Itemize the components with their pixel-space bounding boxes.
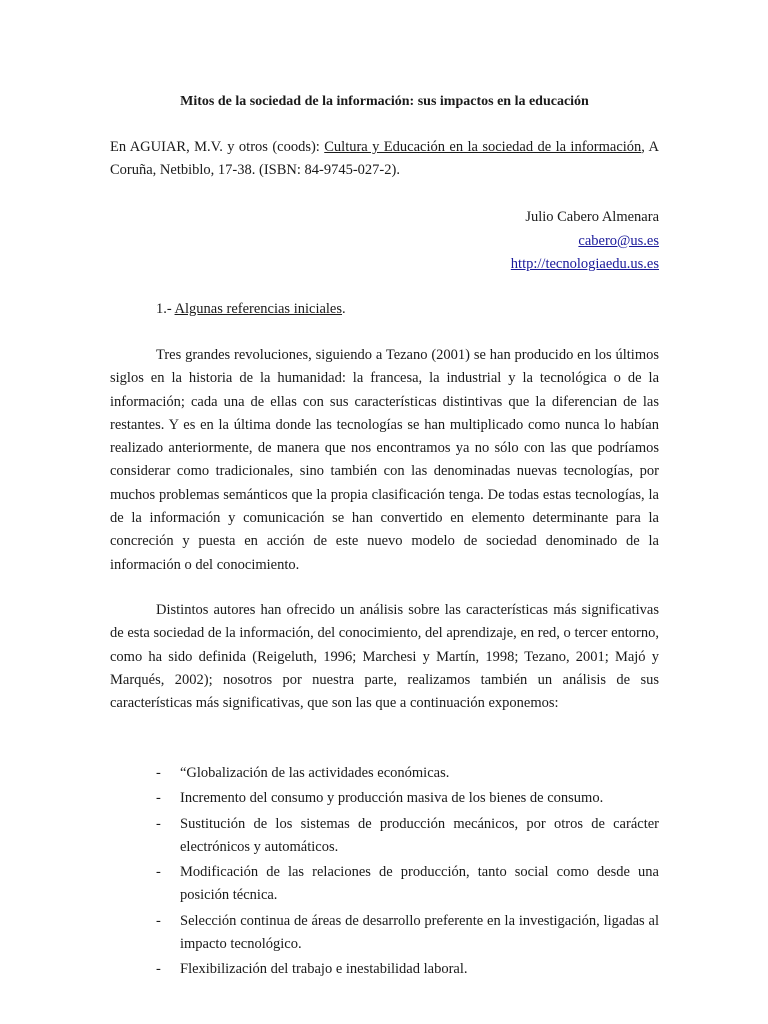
citation (110, 136, 659, 182)
paragraph: Distintos autores han ofrecido un análisis sobre las características más significativas de esta sociedad de la información, del conocimiento, del aprendizaje, en red, o tercer entorno, como ha sido definida (Reigeluth, 1996; Marchesi y Martín, 1998; Tezano, 2001; Majó y Marqués, 2002); nosotros por nuestra parte, realizamos también un análisis de sus características más significativas, que son las que a continuación exponemos: (110, 602, 659, 712)
document-title: Mitos de la sociedad de la información: sus impactos en la educación (180, 94, 589, 109)
list-item (156, 787, 659, 810)
bullet-marker: - (156, 912, 161, 929)
bullet-marker: - (156, 790, 161, 807)
bullet-marker: - (156, 864, 161, 881)
list-item (156, 958, 659, 981)
author-website-link[interactable]: http://tecnologiaedu.us.es (510, 256, 659, 272)
bullet-marker: - (156, 961, 161, 978)
citation-suffix: , A Coruña, Netbiblo, 17-38. (ISBN: 84-9745-027-2). (110, 139, 659, 178)
list-item-text: Sustitución de los sistemas de producción mecánicos, por otros de carácter electrónicos y automáticos. (180, 815, 659, 855)
list-item-text: Incremento del consumo y producción masiva de los bienes de consumo. (180, 790, 604, 807)
author-name: Julio Cabero Almenara (525, 209, 659, 225)
list-item (156, 910, 659, 957)
list-item (156, 762, 659, 785)
list-item (156, 813, 659, 860)
list-item-text: Modificación de las relaciones de producción, tanto social como desde una posición técnica. (180, 864, 659, 904)
author-block (511, 206, 659, 277)
citation-prefix: En AGUIAR, M.V. y otros (coods): (110, 139, 325, 155)
section-heading (156, 299, 346, 319)
list-item-text: Selección continua de áreas de desarrollo preferente en la investigación, ligadas al impacto tecnológico. (180, 912, 659, 953)
bullet-marker: - (156, 815, 161, 832)
section-number: 1.- (156, 301, 175, 317)
citation-book-title: Cultura y Educación en la sociedad de la información (324, 139, 642, 155)
section-title: Algunas referencias iniciales (174, 301, 343, 317)
list-item-text: Flexibilización del trabajo e inestabilidad laboral. (180, 961, 468, 978)
section-trailing: . (342, 301, 346, 317)
author-email-link[interactable]: cabero@us.es (578, 232, 659, 249)
paragraph: Tres grandes revoluciones, siguiendo a Tezano (2001) se han producido en los últimos siglos en la historia de la humanidad: la francesa, la industrial y la tecnológica o de la información; cada una de ellas con sus características distintivas que la diferencian de las restantes. Y es en la última donde las tecnologías se han multiplicado como nunca lo habían realizado anteriormente, de manera que nos encontramos ya no sólo con las que podríamos considerar como tradicionales, sino también con las denominadas nuevas tecnologías, por muchos problemas semánticos que la propia clasificación tenga. De todas estas tecnologías, la de la información y comunicación se han convertido en elemento determinante para la concreción y puesta en acción de este nuevo modelo de sociedad denominado de la información o del conocimiento. (110, 347, 659, 573)
list-item (156, 861, 659, 908)
list-item-text: “Globalización de las actividades económicas. (180, 765, 450, 781)
bullet-marker: - (156, 765, 161, 781)
bullet-list (156, 762, 659, 984)
